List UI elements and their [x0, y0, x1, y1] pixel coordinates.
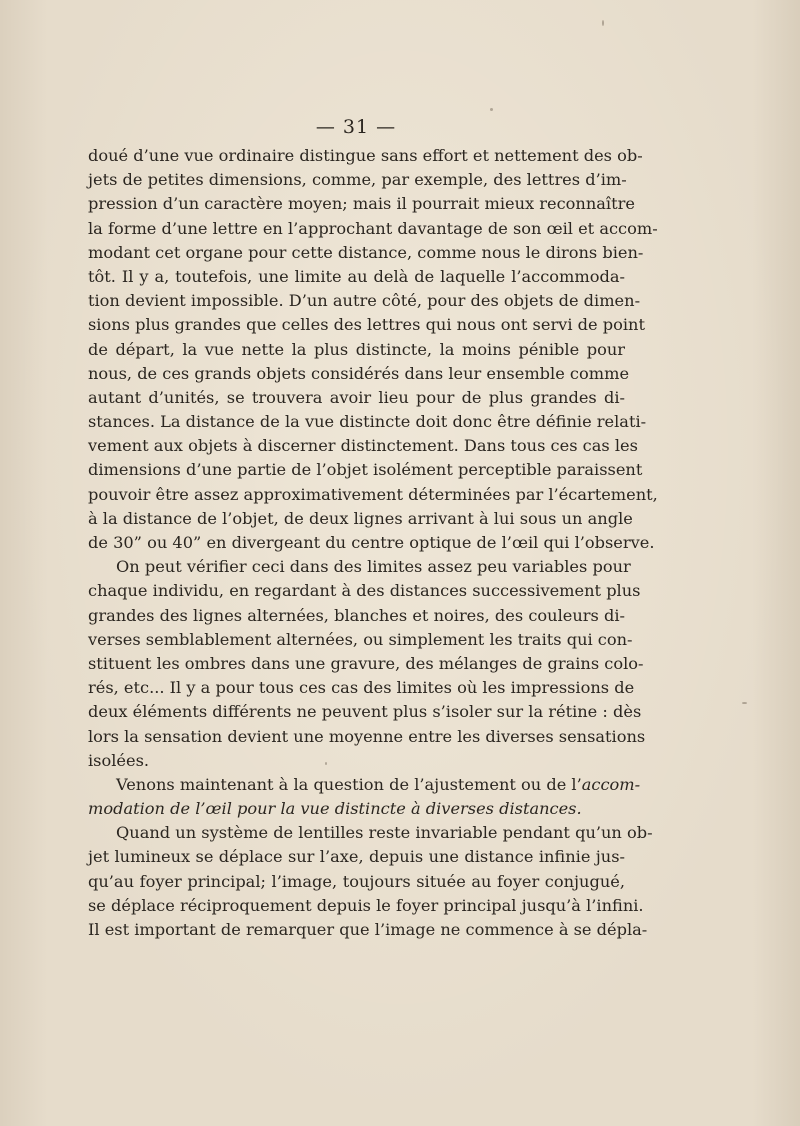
text-line: se déplace réciproquement depuis le foyer principal jusqu’à l’infini. — [88, 895, 644, 915]
text-line: vement aux objets à discerner distinctement. Dans tous ces cas les — [88, 436, 638, 456]
text-line-italic: accom- — [581, 774, 641, 794]
text-line: nous, de ces grands objets considérés dans leur ensemble comme — [88, 363, 630, 383]
paper-speck — [602, 20, 604, 26]
text-line: jet lumineux se déplace sur l’axe, depuis une distance infinie jus- — [88, 847, 625, 867]
text-line: pouvoir être assez approximativement déterminées par l’écartement, — [88, 484, 658, 504]
text-line: pression d’un caractère moyen; mais il pourrait mieux reconnaître — [88, 194, 635, 214]
text-line: On peut vérifier ceci dans des limites assez peu variables pour — [116, 557, 631, 577]
text-line: autant d’unités, se trouvera avoir lieu pour de plus grandes di- — [88, 387, 625, 407]
text-line-roman: Venons maintenant à la question de l’ajustement ou de l’ — [116, 774, 582, 794]
text-line: lors la sensation devient une moyenne entre les diverses sensations — [88, 726, 646, 746]
paper-speck — [325, 762, 327, 765]
paper-speck — [490, 108, 493, 111]
paper-speck — [742, 702, 747, 704]
text-line: grandes des lignes alternées, blanches et noires, des couleurs di- — [88, 605, 625, 625]
text-line: de départ, la vue nette la plus distincte, la moins pénible pour — [88, 339, 625, 359]
text-line: tôt. Il y a, toutefois, une limite au delà de laquelle l’accommoda- — [88, 266, 625, 286]
text-line: verses semblablement alternées, ou simplement les traits qui con- — [88, 629, 633, 649]
text-line: Quand un système de lentilles reste invariable pendant qu’un ob- — [116, 823, 653, 843]
text-line: Il est important de remarquer que l’image ne commence à se dépla- — [88, 920, 648, 939]
text-line: dimensions d’une partie de l’objet isolément perceptible paraissent — [88, 460, 643, 480]
text-line — [88, 797, 625, 821]
text-line: isolées. — [88, 750, 150, 770]
text-line: jets de petites dimensions, comme, par exemple, des lettres d’im- — [88, 170, 627, 190]
text-line: rés, etc... Il y a pour tous ces cas des limites où les impressions de — [88, 678, 635, 698]
text-line: tion devient impossible. D’un autre côté, pour des objets de dimen- — [88, 291, 641, 311]
text-line: la forme d’une lettre en l’approchant davantage de son œil et accom- — [88, 218, 658, 238]
text-line: sions plus grandes que celles des lettres qui nous ont servi de point — [88, 315, 645, 335]
text-line: de 30” ou 40” en divergeant du centre optique de l’œil qui l’observe. — [88, 533, 655, 552]
text-line: qu’au foyer principal; l’image, toujours située au foyer conjugué, — [88, 871, 625, 891]
text-line: chaque individu, en regardant à des distances successivement plus — [88, 581, 641, 601]
text-line: doué d’une vue ordinaire distingue sans effort et nettement des ob- — [88, 146, 643, 165]
page-number: — 31 — — [315, 116, 397, 138]
text-line: stances. La distance de la vue distincte doit donc être définie relati- — [88, 412, 647, 432]
text-line: à la distance de l’objet, de deux lignes arrivant à lui sous un angle — [88, 508, 633, 528]
body-text — [88, 144, 658, 942]
text-line: modant cet organe pour cette distance, comme nous le dirons bien- — [88, 242, 644, 262]
text-line: deux éléments différents ne peuvent plus s’isoler sur la rétine : dès — [88, 702, 642, 722]
text-line-italic: modation de l’œil pour la vue distincte à diverses distances. — [88, 799, 582, 819]
text-line: stituent les ombres dans une gravure, des mélanges de grains colo- — [88, 653, 644, 673]
text-line — [88, 773, 641, 797]
